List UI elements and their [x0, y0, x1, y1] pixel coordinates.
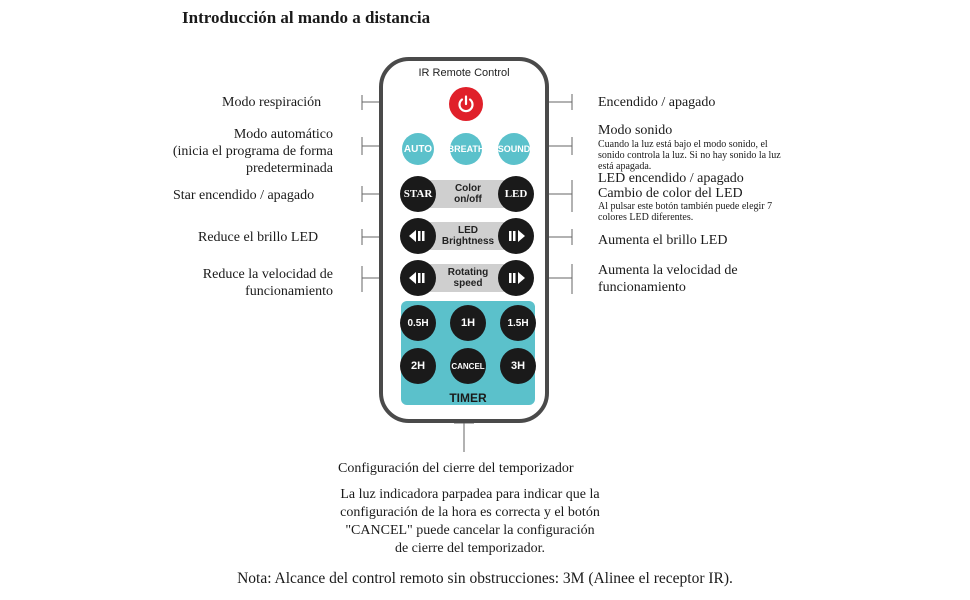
star-button[interactable]: STAR — [400, 176, 436, 212]
timer-05h-button[interactable]: 0.5H — [400, 305, 436, 341]
timer-1h-button[interactable]: 1H — [450, 305, 486, 341]
breath-button[interactable]: BREATH — [450, 133, 482, 165]
timer-3h-button[interactable]: 3H — [500, 348, 536, 384]
auto-button[interactable]: AUTO — [402, 133, 434, 165]
timer-info-desc2: configuración de la hora es correcta y el botón — [340, 505, 600, 520]
ir-remote — [379, 57, 549, 423]
label-sound-mode — [598, 122, 781, 172]
label-star: Star encendido / apagado — [173, 188, 315, 203]
label-led — [598, 171, 772, 223]
timer-2h-button[interactable]: 2H — [400, 348, 436, 384]
power-icon — [456, 94, 476, 114]
timer-info-desc4: de cierre del temporizador. — [394, 541, 546, 556]
label-color-desc1: Al pulsar este botón también puede elegir 7 — [598, 201, 773, 212]
label-speed-up-line2: funcionamiento — [598, 280, 686, 295]
label-auto-line1: Modo automático — [233, 127, 333, 142]
label-sound-title: Modo sonido — [598, 123, 673, 138]
label-brightness-down: Reduce el brillo LED — [198, 230, 319, 245]
led-brightness-line2: Brightness — [441, 236, 495, 247]
label-sound-desc1: Cuando la luz está bajo el modo sonido, el — [598, 139, 768, 150]
remote-header: IR Remote Control — [418, 67, 510, 79]
label-speed-down-line1: Reduce la velocidad de — [202, 267, 333, 282]
cancel-button[interactable]: CANCEL — [450, 348, 486, 384]
brightness-up-button[interactable] — [498, 218, 534, 254]
arrow-left-bars-icon — [408, 229, 428, 243]
rotating-speed-line1: Rotating — [447, 267, 489, 278]
arrow-right-bars-icon — [506, 229, 526, 243]
color-onoff-line1: Color — [454, 183, 482, 194]
rotating-speed-line2: speed — [453, 278, 483, 289]
color-onoff-line2: on/off — [454, 194, 482, 205]
timer-info-desc3: "CANCEL" puede cancelar la configuración — [345, 523, 595, 538]
timer-info-desc — [300, 486, 640, 558]
speed-up-button[interactable] — [498, 260, 534, 296]
label-color-desc2: colores LED diferentes. — [598, 212, 694, 223]
label-speed-down-line2: funcionamiento — [245, 284, 333, 299]
label-speed-up — [598, 262, 738, 296]
timer-15h-button[interactable]: 1.5H — [500, 305, 536, 341]
label-speed-down — [150, 266, 333, 300]
label-sound-desc2: sonido controla la luz. Si no hay sonido la luz — [598, 150, 781, 161]
timer-panel — [401, 301, 535, 405]
brightness-down-button[interactable] — [400, 218, 436, 254]
label-auto-mode — [140, 126, 333, 177]
timer-info-title: Configuración del cierre del temporizador — [338, 461, 574, 476]
label-led-onoff: LED encendido / apagado — [598, 171, 744, 186]
range-note: Nota: Alcance del control remoto sin obstrucciones: 3M (Alinee el receptor IR). — [237, 570, 733, 587]
label-brightness-up: Aumenta el brillo LED — [598, 233, 728, 248]
led-button[interactable]: LED — [498, 176, 534, 212]
label-power: Encendido / apagado — [598, 95, 716, 110]
label-color-change: Cambio de color del LED — [598, 186, 743, 201]
label-sound-desc3: está apagada. — [598, 161, 652, 172]
power-button[interactable] — [449, 87, 483, 121]
label-speed-up-line1: Aumenta la velocidad de — [598, 263, 738, 278]
led-brightness-line1: LED — [457, 225, 478, 236]
timer-info-desc1: La luz indicadora parpadea para indicar que la — [340, 487, 600, 502]
page-title: Introducción al mando a distancia — [182, 8, 431, 27]
timer-label: TIMER — [449, 391, 487, 405]
sound-button[interactable]: SOUND — [498, 133, 530, 165]
label-auto-line3: predeterminada — [245, 161, 333, 176]
label-breath-mode: Modo respiración — [222, 95, 322, 110]
label-auto-line2: (inicia el programa de forma — [172, 144, 333, 159]
speed-down-button[interactable] — [400, 260, 436, 296]
arrow-left-bars-icon — [408, 271, 428, 285]
arrow-right-bars-icon — [506, 271, 526, 285]
